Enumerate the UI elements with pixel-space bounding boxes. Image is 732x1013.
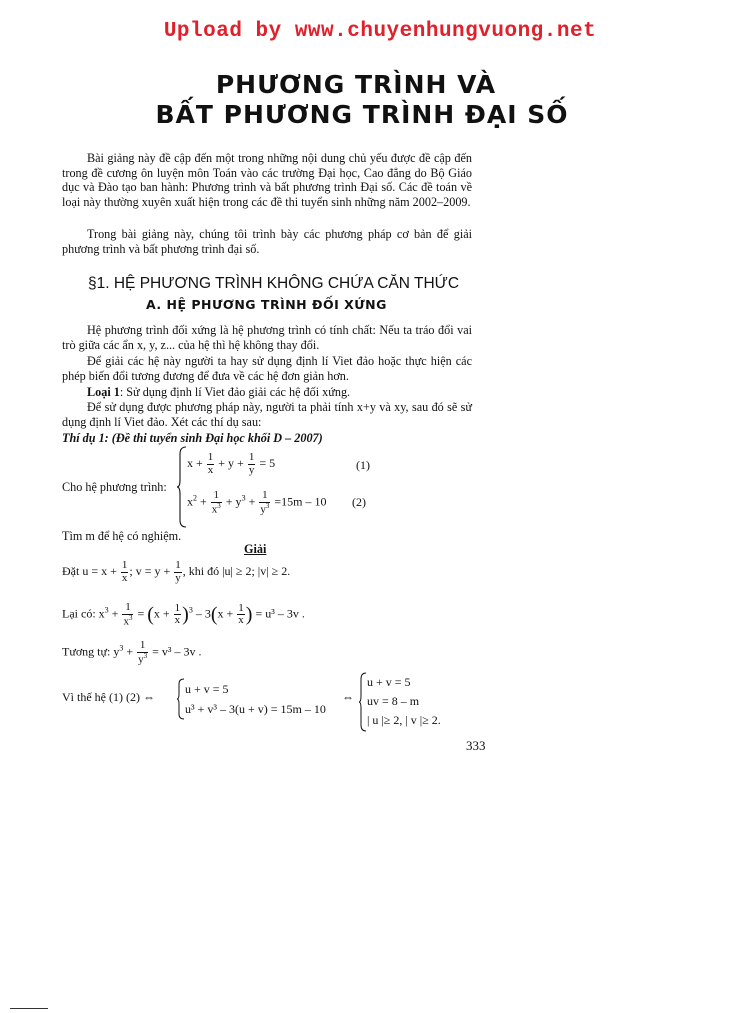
substitution-line: Đặt u = x + $\frac{1}{x}$ ; v = y + $\frac{1}{y}$ , khi đó |u| ≥ 2; |v| ≥ 2. <box>62 559 291 584</box>
lai-co-rhs: = u³ – 3v . <box>255 606 305 621</box>
lai-co-label: Lại có: <box>62 606 96 621</box>
task-text: Tìm m để hệ có nghiệm. <box>62 529 182 543</box>
type-1-text: : Sử dụng định lí Viet đảo giải các hệ đối xứng. <box>119 385 351 399</box>
identity-line-2: Tương tự: $y^3$ + $\frac{1}{y^3}$ = v³ – 3v . <box>62 639 202 666</box>
tuong-tu-label: Tương tự: <box>62 644 111 659</box>
solution-heading-text: Giải <box>244 542 267 556</box>
example-title: Thí dụ 1: (Đề thi tuyển sinh Đại học khối D – 2007) <box>62 431 323 445</box>
system-3-line-1: u + v = 5 <box>367 675 411 689</box>
system-3-line-3: | u |≥ 2, | v |≥ 2. <box>367 713 441 727</box>
equation-2: $x^2$ + $\frac{1}{x^3}$ + $y^3$ + $\frac{1}{y^3}$ =15m – 10 <box>187 489 327 516</box>
subsection-heading: A. HỆ PHƯƠNG TRÌNH ĐỐI XỨNG <box>146 297 387 312</box>
watermark-upload-banner: Upload by www.chuyenhungvuong.net <box>163 20 597 43</box>
identity-line-1: Lại có: $x^3$ + $\frac{1}{x^3}$ = (x + $\frac{1}{x}$ )$^3$ – 3(x + $\frac{1}{x}$ ) = u³ – 3v . <box>62 601 305 628</box>
system-3-line-2: uv = 8 – m <box>367 694 420 708</box>
substitution-end: , khi đó |u| ≥ 2; |v| ≥ 2. <box>182 563 291 578</box>
method-paragraph: Để giải các hệ này người ta hay sử dụng định lí Viet đảo hoặc thực hiện các phép biến đổi tương đương để đưa về các hệ đơn giản hơn. <box>62 354 472 383</box>
type-1-label: Loại 1 <box>87 385 120 399</box>
footer-rule <box>10 1008 48 1009</box>
equivalence-arrow: ⇔ <box>342 690 354 704</box>
system-2-line-1: u + v = 5 <box>185 682 229 696</box>
equation-2-tag: (2) <box>352 495 366 509</box>
system-2-line-2: u³ + v³ – 3(u + v) = 15m – 10 <box>185 702 326 716</box>
substitution-start: Đặt u = x + <box>62 563 117 578</box>
tuong-tu-rhs: = v³ – 3v . <box>152 644 202 659</box>
page-number: 333 <box>466 738 486 753</box>
definition-paragraph: Hệ phương trình đối xứng là hệ phương trình có tính chất: Nếu ta tráo đổi vai trò giữa các ẩn x, y, z... của hệ thì hệ không thay đổi. <box>62 323 472 352</box>
substitution-mid: ; v = y + <box>129 563 171 578</box>
solution-heading <box>244 542 266 557</box>
intro-paragraph-2: Trong bài giảng này, chúng tôi trình bày các phương pháp cơ bản để giải phương trình và bất phương trình đại số. <box>62 227 472 256</box>
viet-paragraph: Để sử dụng được phương pháp này, người ta phải tính x+y và xy, sau đó sẽ sử dụng định lí Viet đảo. Xét các thí dụ sau: <box>62 400 472 429</box>
system-label: Cho hệ phương trình: <box>62 480 167 494</box>
chapter-title-line-1: PHƯƠNG TRÌNH VÀ <box>215 70 497 99</box>
chapter-title-line-2: BẤT PHƯƠNG TRÌNH ĐẠI SỐ <box>155 100 569 129</box>
equation-2-rhs: =15m – 10 <box>274 494 327 509</box>
equivalence-label: Vì thế hệ (1) (2) ⇔ <box>62 690 155 704</box>
equation-1-tag: (1) <box>356 458 370 472</box>
equation-1: x + $\frac{1}{x}$ + y + $\frac{1}{y}$ = 5 <box>187 451 276 476</box>
type-1-line <box>87 385 350 400</box>
section-heading: §1. HỆ PHƯƠNG TRÌNH KHÔNG CHỨA CĂN THỨC <box>88 275 460 292</box>
intro-paragraph-1: Bài giảng này đề cập đến một trong những nội dung chủ yếu được đề cập đến trong đề cương ôn luyện môn Toán vào các trường Đại học, Cao đẳng do Bộ Giáo dục và Đào tạo ban hành: Phương trình và bất phương trình Đại số. Các đề toán về loại này thường xuyên xuất hiện trong các đề thi tuyển sinh những năm 2002–2009. <box>62 151 472 209</box>
